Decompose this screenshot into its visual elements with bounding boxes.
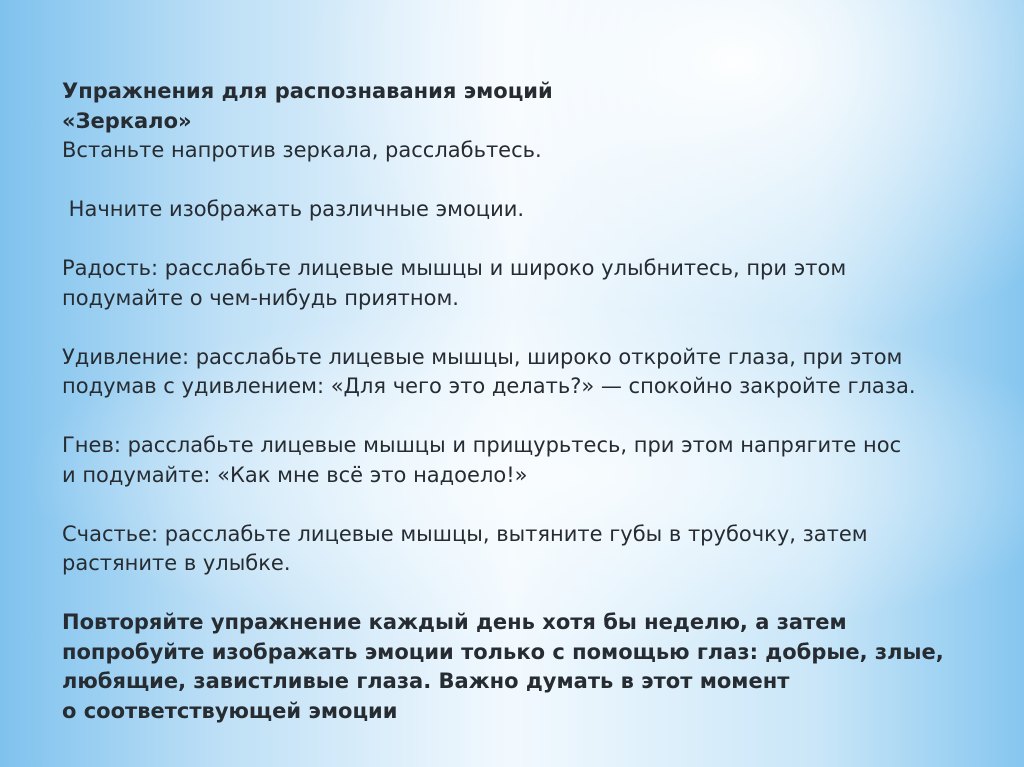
spacer [62, 490, 992, 520]
start-text: Начните изображать различные эмоции. [62, 197, 525, 221]
paragraph-line: о соответствующей эмоции [62, 698, 398, 723]
paragraph-line: Удивление: расслабьте лицевые мышцы, широко откройте глаза, при этом [62, 344, 903, 369]
paragraph-anger [62, 431, 992, 490]
paragraph-line: Счастье: расслабьте лицевые мышцы, вытяните губы в трубочку, затем [62, 521, 868, 546]
paragraph-joy [62, 254, 992, 313]
spacer [62, 313, 992, 343]
paragraph-conclusion [62, 608, 992, 726]
spacer [62, 225, 992, 255]
paragraph-line: подумайте о чем-нибудь приятном. [62, 285, 459, 310]
intro-text: Встаньте напротив зеркала, расслабьтесь. [62, 138, 542, 162]
exercise-name: «Зеркало» [62, 108, 192, 133]
paragraph-line: любящие, завистливые глаза. Важно думать в этот момент [62, 669, 790, 693]
paragraph-line: Радость: расслабьте лицевые мышцы и широко улыбнитесь, при этом [62, 256, 847, 280]
paragraph-line: растяните в улыбке. [62, 551, 291, 575]
paragraph-line: подумав с удивлением: «Для чего это делать?» — спокойно закройте глаза. [62, 374, 916, 398]
spacer [62, 166, 992, 196]
paragraph-happiness [62, 520, 992, 579]
paragraph-surprise [62, 343, 992, 402]
slide-title: Упражнения для распознавания эмоций [62, 79, 553, 103]
paragraph-line: Гнев: расслабьте лицевые мышцы и прищурьтесь, при этом напрягите нос [62, 433, 902, 457]
paragraph-line: и подумайте: «Как мне всё это надоело!» [62, 462, 528, 487]
paragraph-line: попробуйте изображать эмоции только с помощью глаз: добрые, злые, [62, 639, 944, 664]
slide-content [62, 77, 992, 726]
spacer [62, 402, 992, 432]
paragraph-line: Повторяйте упражнение каждый день хотя бы неделю, а затем [62, 610, 847, 634]
spacer [62, 579, 992, 609]
